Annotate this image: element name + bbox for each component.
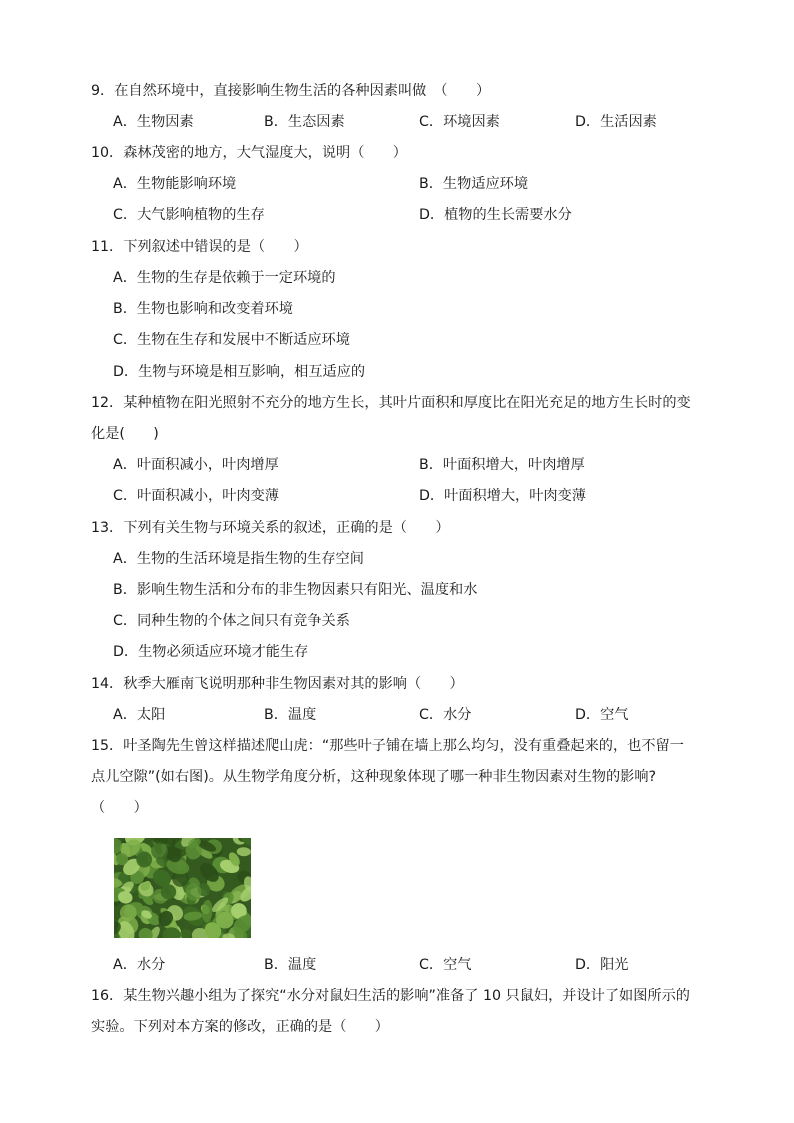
q10-option-d: D．植物的生长需要水分 (419, 207, 572, 223)
question-13-stem: 13．下列有关生物与环境关系的叙述，正确的是（ ） (91, 520, 450, 536)
ivy-leaves-photo (114, 838, 251, 938)
q14-option-a: A．太阳 (113, 707, 166, 723)
question-12-stem-line1: 12．某种植物在阳光照射不充分的地方生长，其叶片面积和厚度比在阳光充足的地方生长时的变 (91, 395, 691, 411)
q14-option-d: D．空气 (575, 707, 629, 723)
q13-option-a: A．生物的生活环境是指生物的生存空间 (113, 551, 364, 567)
question-10-stem: 10．森林茂密的地方，大气湿度大，说明（ ） (91, 145, 407, 161)
leaf (161, 884, 176, 899)
q10-option-c: C．大气影响植物的生存 (113, 207, 265, 223)
q13-option-b: B．影响生物生活和分布的非生物因素只有阳光、温度和水 (113, 582, 478, 598)
q11-option-a: A．生物的生存是依赖于一定环境的 (113, 270, 336, 286)
q15-option-c: C．空气 (419, 957, 472, 973)
q11-option-d: D．生物与环境是相互影响，相互适应的 (113, 364, 366, 380)
question-15-stem-line2: 点儿空隙”(如右图)。从生物学角度分析，这种现象体现了哪一种非生物因素对生物的影响? (91, 769, 657, 785)
q9-option-d: D．生活因素 (575, 114, 657, 130)
q10-option-a: A．生物能影响环境 (113, 176, 237, 192)
question-15-stem-line1: 15．叶圣陶先生曾这样描述爬山虎：“那些叶子铺在墙上那么均匀，没有重叠起来的，也不留一 (91, 738, 684, 754)
question-16-stem-line2: 实验。下列对本方案的修改，正确的是（ ） (91, 1019, 389, 1035)
ivy-leaves-image (114, 838, 251, 938)
q12-option-b: B．叶面积增大，叶肉增厚 (419, 457, 585, 473)
question-16-stem-line1: 16．某生物兴趣小组为了探究“水分对鼠妇生活的影响”准备了 10 只鼠妇，并设计了如图所示的 (91, 988, 690, 1004)
q9-option-c: C．环境因素 (419, 114, 500, 130)
q15-option-d: D．阳光 (575, 957, 629, 973)
q12-option-d: D．叶面积增大，叶肉变薄 (419, 488, 586, 504)
q15-option-a: A．水分 (113, 957, 166, 973)
q9-option-b: B．生态因素 (264, 114, 345, 130)
q14-option-b: B．温度 (264, 707, 317, 723)
question-15-stem-line3: （ ） (91, 800, 148, 816)
q12-option-c: C．叶面积减小，叶肉变薄 (113, 488, 279, 504)
q9-option-a: A．生物因素 (113, 114, 194, 130)
q14-option-c: C．水分 (419, 707, 472, 723)
q12-option-a: A．叶面积减小，叶肉增厚 (113, 457, 279, 473)
q11-option-b: B．生物也影响和改变着环境 (113, 301, 293, 317)
question-11-stem: 11．下列叙述中错误的是（ ） (91, 239, 308, 255)
q11-option-c: C．生物在生存和发展中不断适应环境 (113, 332, 350, 348)
q15-option-b: B．温度 (264, 957, 317, 973)
q13-option-d: D．生物必须适应环境才能生存 (113, 644, 309, 660)
q10-option-b: B．生物适应环境 (419, 176, 529, 192)
question-12-stem-line2: 化是( ) (91, 426, 159, 442)
question-9-stem: 9．在自然环境中，直接影响生物生活的各种因素叫做 （ ） (91, 83, 491, 99)
q13-option-c: C．同种生物的个体之间只有竞争关系 (113, 613, 350, 629)
question-14-stem: 14．秋季大雁南飞说明那种非生物因素对其的影响（ ） (91, 676, 464, 692)
